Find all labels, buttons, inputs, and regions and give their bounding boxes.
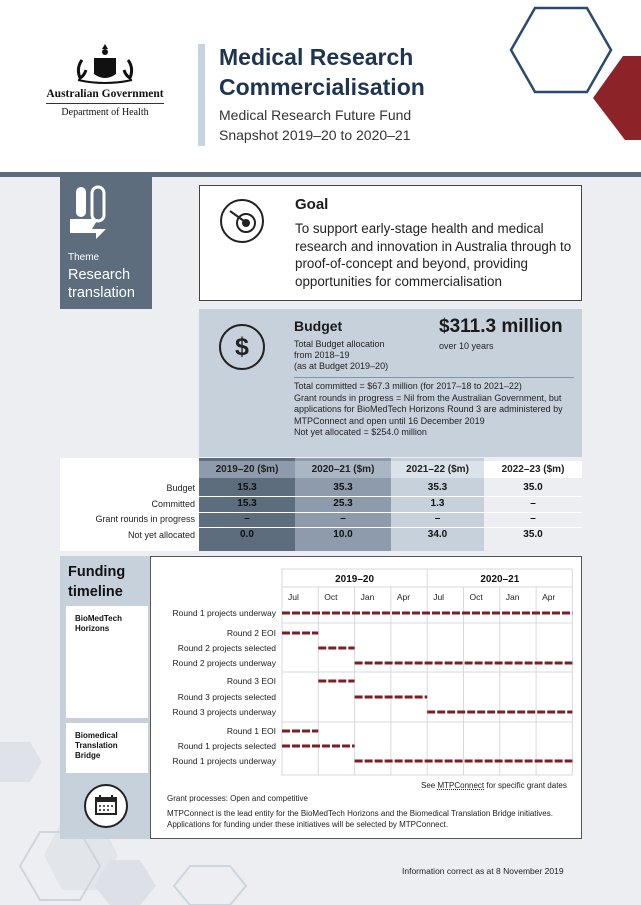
table-cell: 35.0 xyxy=(523,482,543,493)
row-label: Not yet allocated xyxy=(127,530,195,540)
table-cell: 35.3 xyxy=(427,482,448,493)
row-label: Round 1 projects underway xyxy=(172,608,276,618)
gantt-chart xyxy=(151,557,583,787)
subtitle-fund: Medical Research Future Fund xyxy=(219,107,412,123)
timeline-panel xyxy=(150,556,582,839)
section-bridge xyxy=(66,723,148,773)
page-title: Medical Research Commercialisation xyxy=(219,44,425,100)
month-label: Apr xyxy=(396,592,411,602)
month-label: Jan xyxy=(505,592,520,602)
row-label: Budget xyxy=(166,483,195,493)
month-label: Jul xyxy=(288,592,299,602)
mtpconnect-link[interactable]: MTPConnect xyxy=(437,781,485,790)
table-cell: – xyxy=(530,513,536,524)
row-label: Round 1 projects selected xyxy=(177,741,276,751)
col-header: 2021–22 ($m) xyxy=(391,461,484,478)
col-header: 2020–21 ($m) xyxy=(295,461,391,478)
timeline-title: Funding timeline xyxy=(68,564,126,600)
row-divider xyxy=(199,527,582,528)
section-biomedtech xyxy=(66,606,148,718)
table-cell: 35.0 xyxy=(523,529,543,540)
row-label: Round 2 projects selected xyxy=(177,643,276,653)
table-cell: 1.3 xyxy=(430,498,445,509)
table-cell: 15.3 xyxy=(237,498,257,509)
row-label: Round 3 projects selected xyxy=(177,692,276,702)
table-cell: 15.3 xyxy=(237,482,257,493)
see-note: See MTPConnect for specific grant dates xyxy=(421,781,567,790)
month-label: Oct xyxy=(469,592,483,602)
row-label: Round 3 projects underway xyxy=(172,707,276,717)
row-label: Round 2 projects underway xyxy=(172,658,276,668)
lab-flasks-icon xyxy=(68,185,120,245)
section-label: Biomedical Translation Bridge xyxy=(75,731,118,760)
row-label: Round 2 EOI xyxy=(226,628,276,638)
table-cell: 25.3 xyxy=(333,498,353,509)
budget-subtext: Total Budget allocation from 2018–19 (as at Budget 2019–20) xyxy=(294,339,389,371)
table-cell: 0.0 xyxy=(240,529,254,540)
title-accent-bar xyxy=(198,44,205,146)
row-label: Round 3 EOI xyxy=(226,676,276,686)
col-header: 2022–23 ($m) xyxy=(484,461,582,478)
goal-text: To support early-stage health and medical research and innovation in Australia through to proof-of-concept and beyond, providing opportunities for commercialisation xyxy=(295,221,572,289)
table-cell: – xyxy=(530,498,536,509)
grant-processes: Grant processes: Open and competitive xyxy=(167,794,308,803)
goal-heading: Goal xyxy=(295,196,329,213)
budget-divider xyxy=(294,377,574,378)
funding-table xyxy=(60,458,582,551)
theme-value: Research translation xyxy=(68,267,135,301)
subtitle-snapshot: Snapshot 2019–20 to 2020–21 xyxy=(219,127,411,143)
org-name: Australian Government xyxy=(46,88,164,100)
row-label: Committed xyxy=(151,499,195,509)
timeline-note: MTPConnect is the lead entity for the BioMedTech Horizons and the Biomedical Translation Bridge initiatives. Applications for funding under these initiatives will be selected by MTPConnect. xyxy=(167,809,553,829)
table-cell: 10.0 xyxy=(333,529,353,540)
budget-heading: Budget xyxy=(294,318,343,334)
month-label: Apr xyxy=(542,592,556,602)
col-header: 2019–20 ($m) xyxy=(199,461,295,478)
budget-panel xyxy=(199,309,582,457)
target-icon xyxy=(220,199,264,243)
month-label: Oct xyxy=(324,592,338,602)
coat-of-arms-icon xyxy=(72,40,138,86)
table-cell: – xyxy=(244,513,250,524)
table-cell: – xyxy=(434,513,441,524)
section-label: BioMedTech Horizons xyxy=(75,614,122,633)
month-label: Jan xyxy=(360,592,375,602)
budget-years: over 10 years xyxy=(439,341,494,351)
header-hexagons xyxy=(505,0,641,140)
table-cell: 34.0 xyxy=(427,529,448,540)
theme-label: Theme xyxy=(68,252,100,263)
budget-detail: Total committed = $67.3 million (for 2017–18 to 2021–22) Grant rounds in progress = Nil from the Australian Government, but applications for BioMedTech Horizons Round 3 are administered by MTPConnect and open until 16 December 2019 Not yet allocated = $254.0 million xyxy=(294,381,563,438)
calendar-icon xyxy=(84,784,128,828)
info-date: Information correct as at 8 November 2019 xyxy=(402,866,564,876)
year-header: 2020–21 xyxy=(480,574,520,585)
row-label: Round 1 projects underway xyxy=(172,756,276,766)
department-name: Department of Health xyxy=(61,107,149,118)
year-header: 2019–20 xyxy=(335,574,375,585)
budget-amount: $311.3 million xyxy=(439,316,563,337)
table-cell: 35.3 xyxy=(333,482,353,493)
dollar-icon: $ xyxy=(219,324,265,370)
table-cell: – xyxy=(340,513,346,524)
row-label: Round 1 EOI xyxy=(226,726,276,736)
timeline-sidebar xyxy=(60,556,150,839)
goal-panel xyxy=(199,185,582,301)
theme-box xyxy=(60,177,152,309)
header xyxy=(0,0,641,172)
row-divider xyxy=(199,496,582,497)
org-divider xyxy=(46,103,164,104)
row-label: Grant rounds in progress xyxy=(95,514,195,524)
month-label: Jul xyxy=(433,592,445,602)
